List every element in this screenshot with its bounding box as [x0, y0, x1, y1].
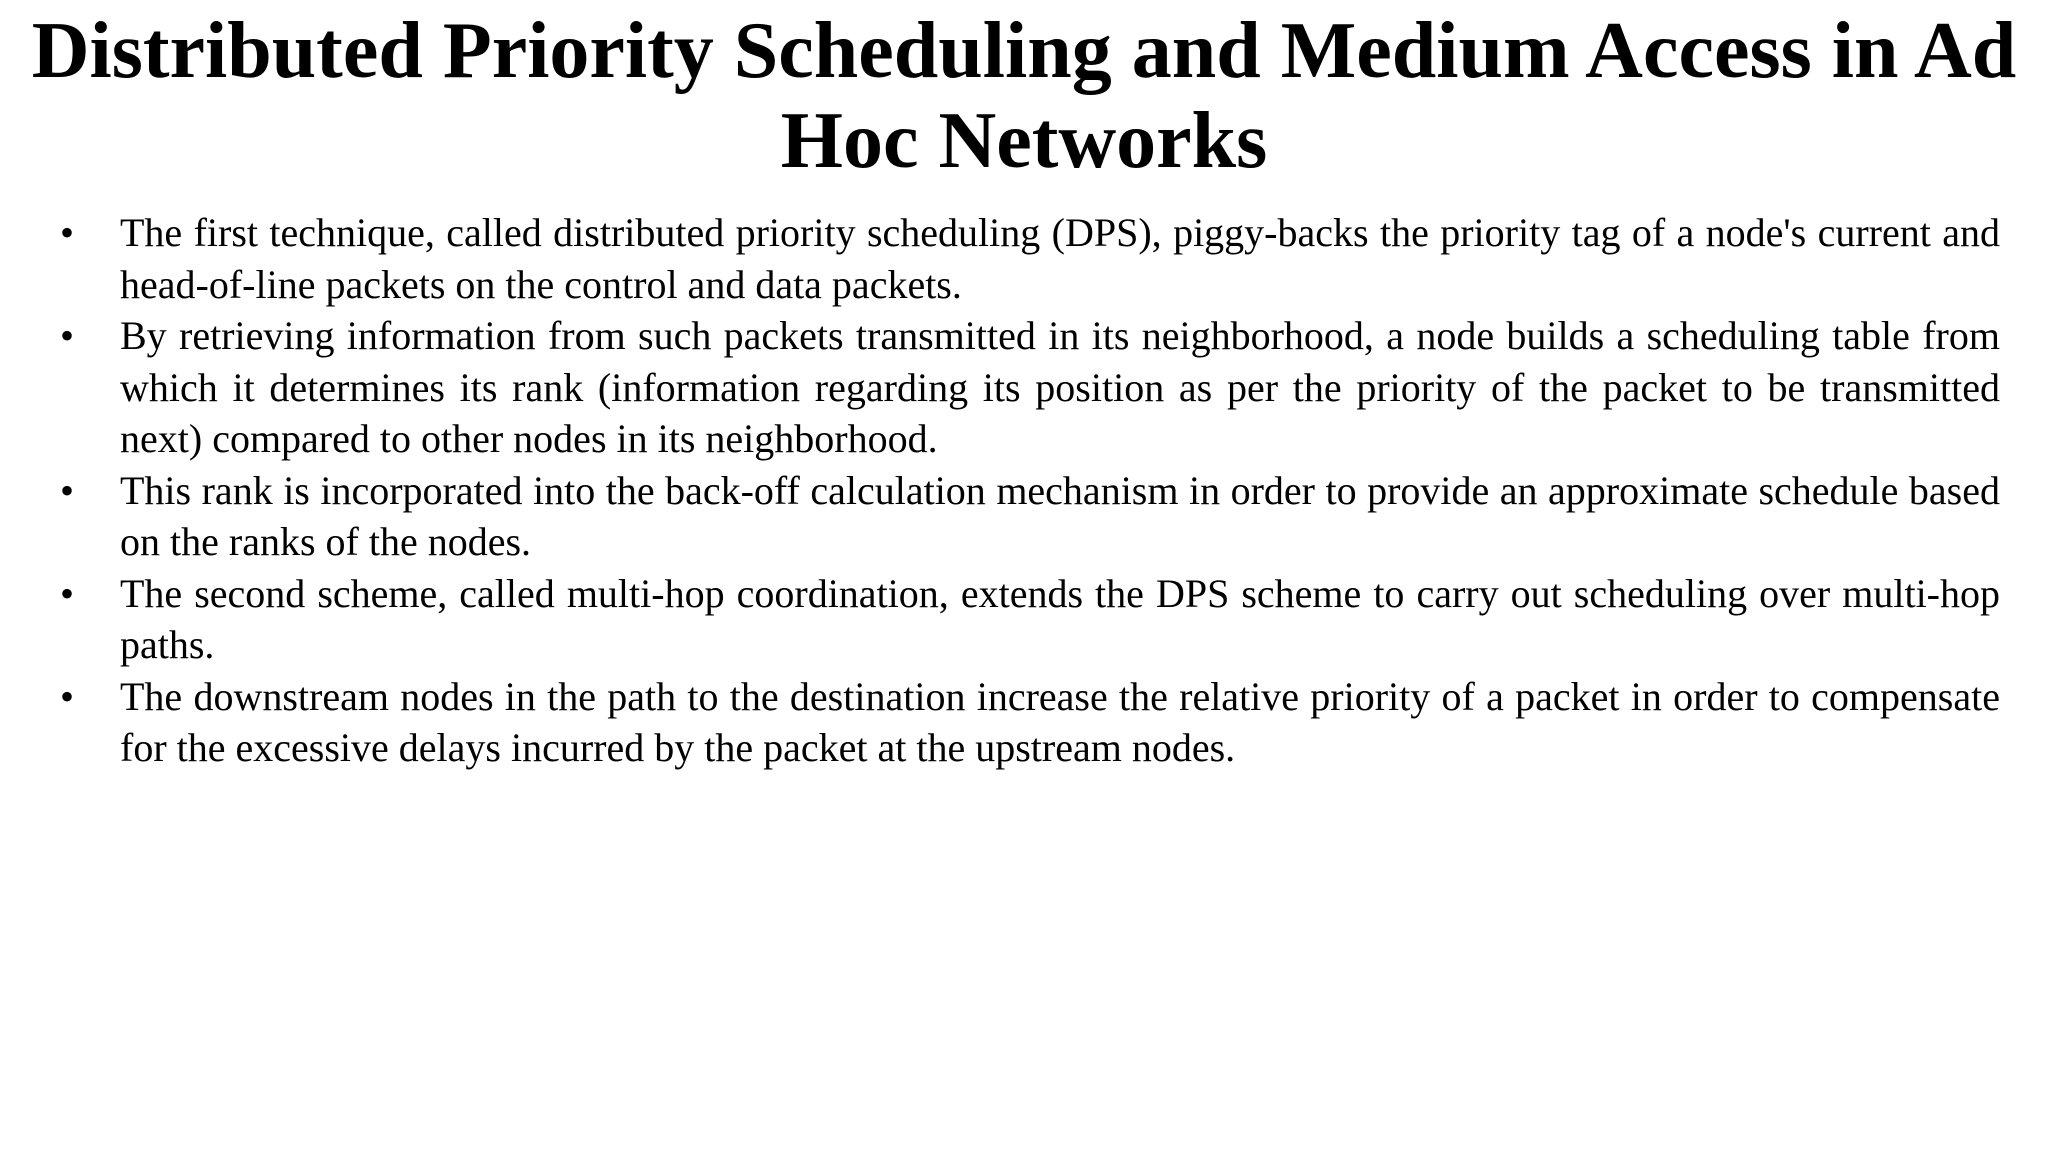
bullet-text: The downstream nodes in the path to the destination increase the relative priority of a packet in order to compensate for the excessive delays incurred by the packet at the upstream nodes. [120, 673, 2000, 770]
bullet-item [60, 465, 2000, 568]
bullet-text: By retrieving information from such packets transmitted in its neighborhood, a node builds a scheduling table from which it determines its rank (information regarding its position as per the priority of the packet to be transmitted next) compared to other nodes in its neighborhood. [120, 313, 2000, 461]
bullet-dot-icon: • [60, 210, 75, 255]
bullet-item [60, 207, 2000, 310]
slide-title: Distributed Priority Scheduling and Medium Access in Ad Hoc Networks [31, 7, 2017, 185]
bullet-dot-icon: • [60, 467, 75, 513]
bullet-dot-icon: • [60, 673, 75, 719]
bullet-item [60, 310, 2000, 465]
bullet-dot-icon: • [60, 313, 75, 358]
bullet-text: The first technique, called distributed priority scheduling (DPS), piggy-backs the priority tag of a node's current and head-of-line packets on the control and data packets. [120, 210, 2000, 307]
bullet-item [60, 671, 2000, 774]
bullet-list [60, 207, 2000, 774]
bullet-text: This rank is incorporated into the back-off calculation mechanism in order to provide an approximate schedule based on the ranks of the nodes. [120, 467, 2000, 564]
bullet-item [60, 568, 2000, 671]
bullet-dot-icon: • [60, 570, 75, 616]
bullet-text: The second scheme, called multi-hop coordination, extends the DPS scheme to carry out scheduling over multi-hop paths. [120, 570, 2000, 667]
